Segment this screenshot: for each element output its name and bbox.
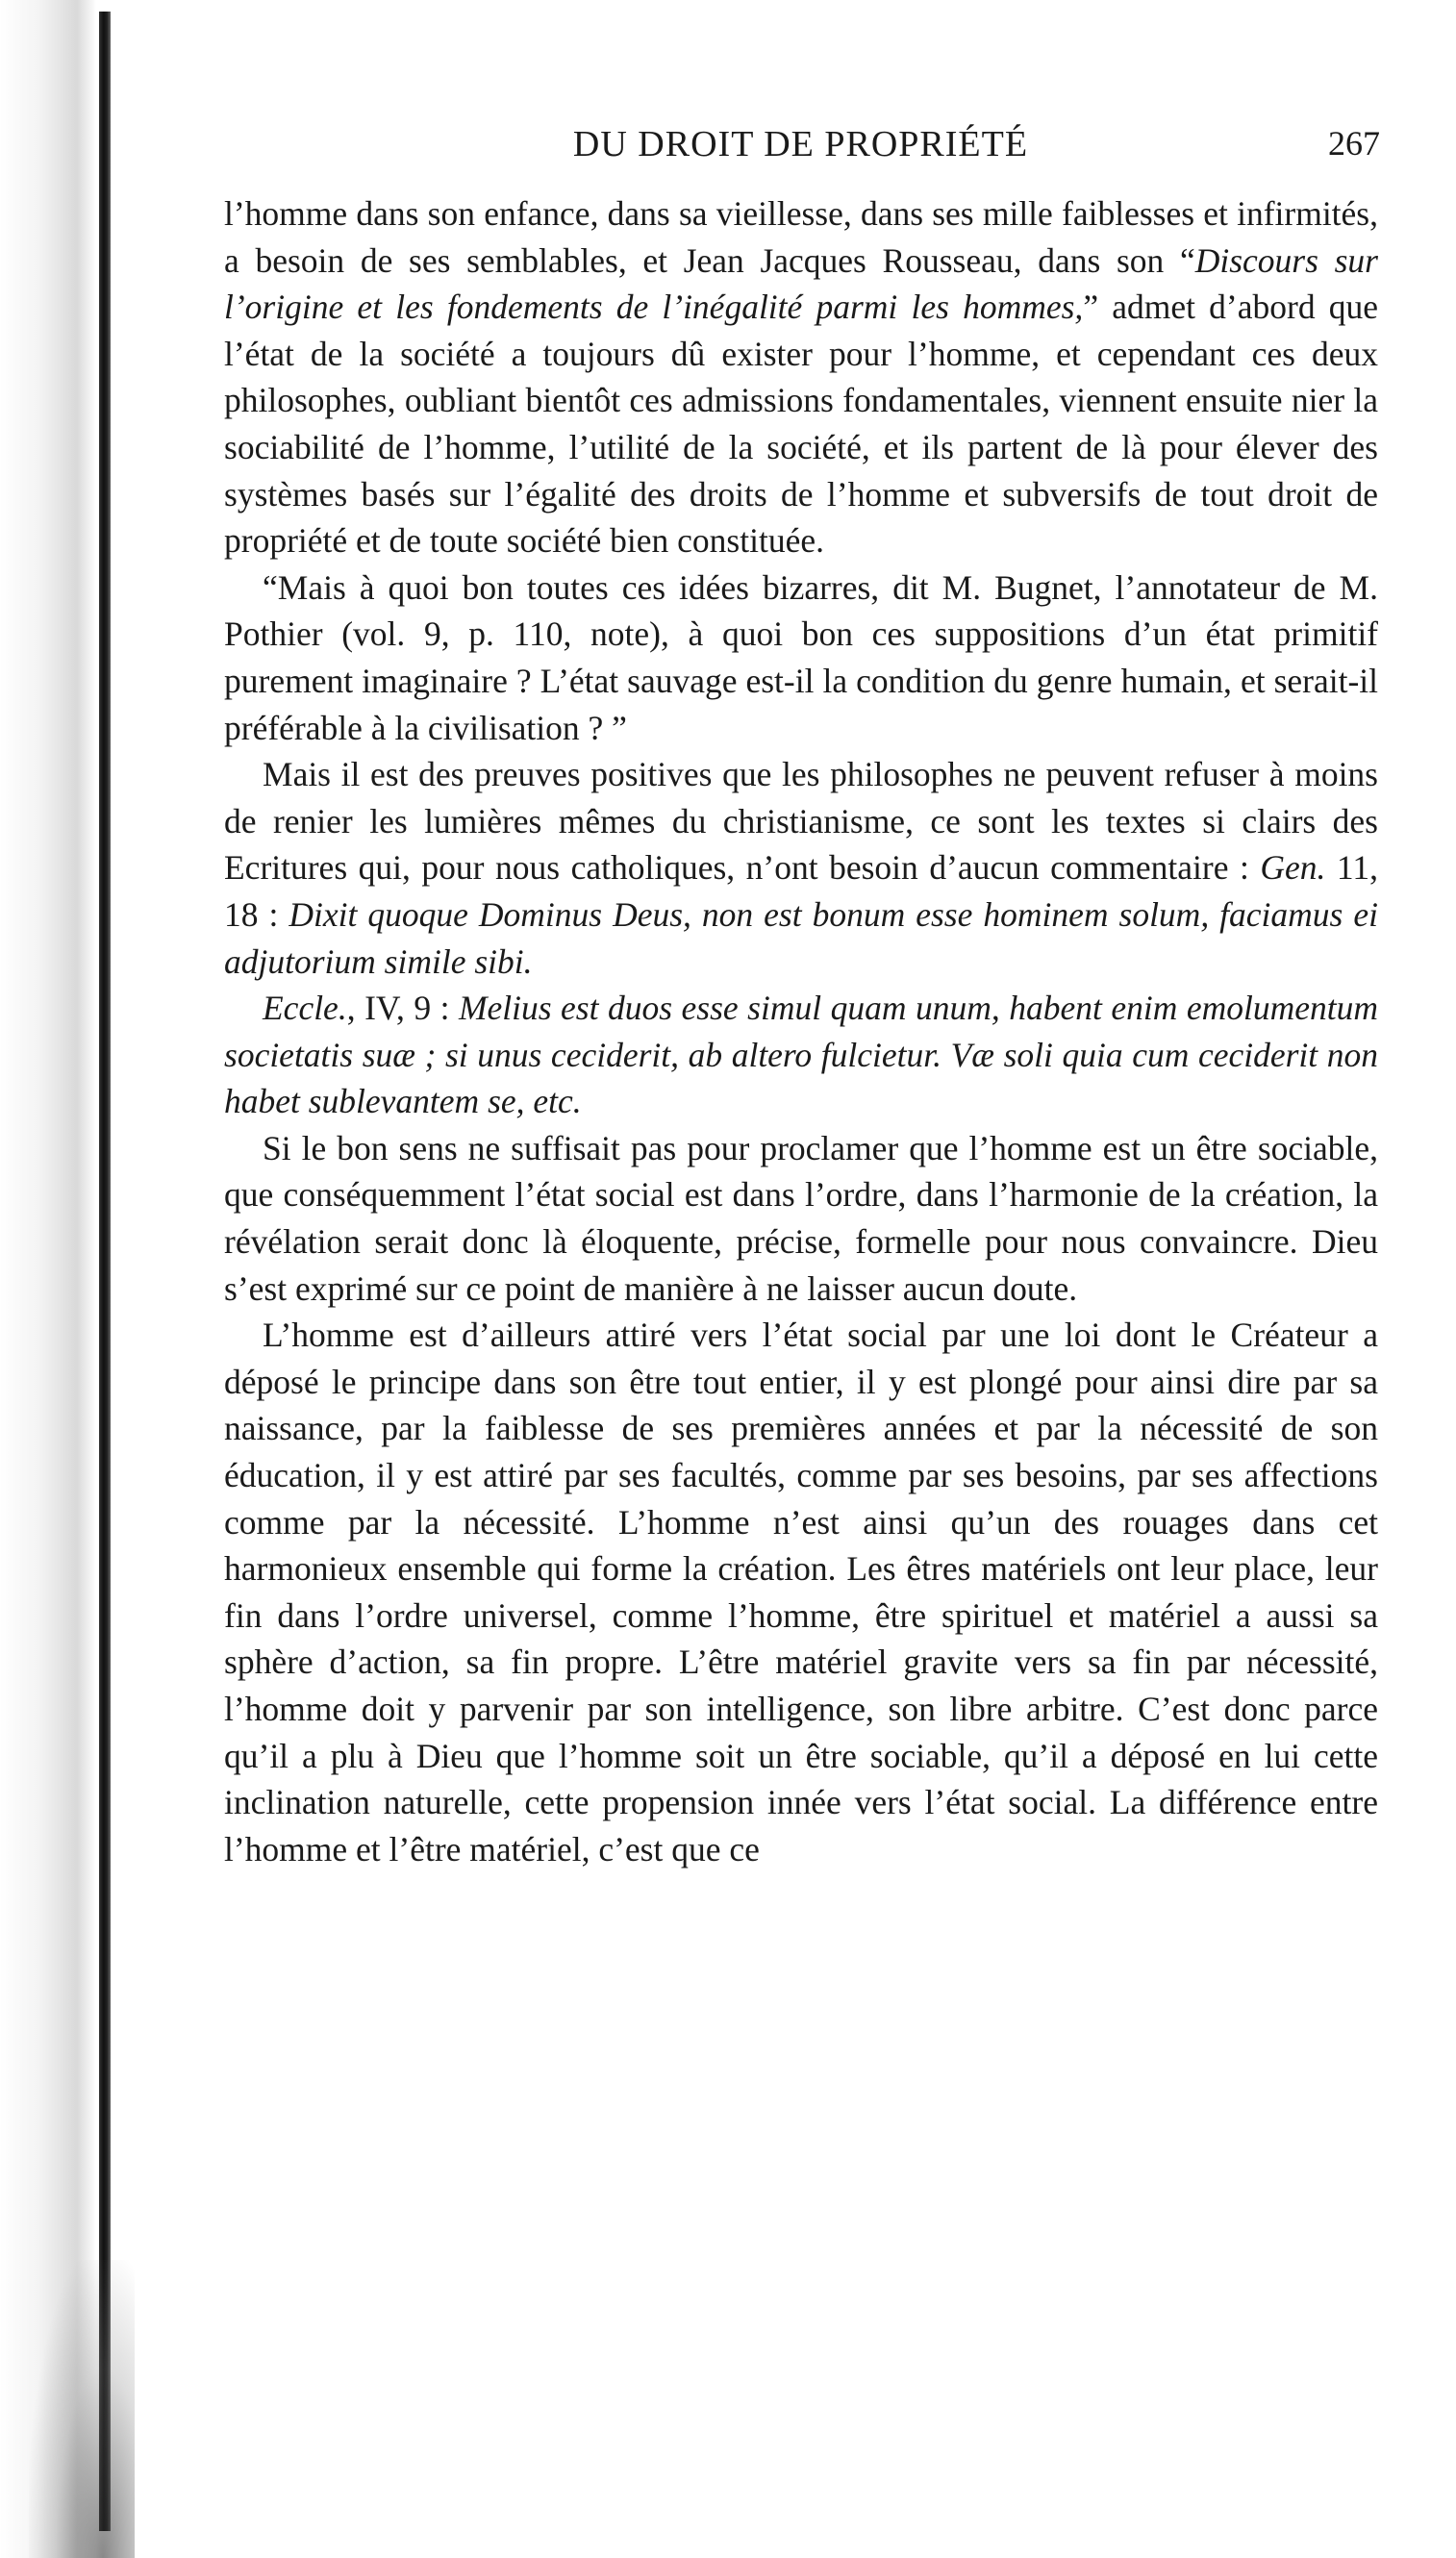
paragraph [224,751,1378,985]
text-segment: “Mais à quoi bon toutes ces idées bizarres, dit M. Bugnet, l’annotateur de M. Pothier (vol. 9, p. 110, note), à quoi bon ces suppositions d’un état primitif purement imaginaire ? L’état sauvage est-il la condition du genre humain, et serait-il préférable à la civilisation ? ” [224,567,1378,747]
running-title: DU DROIT DE PROPRIÉTÉ [572,124,1029,164]
paragraph [224,564,1378,751]
paragraph [224,985,1378,1125]
scan-corner-shadow [29,2260,135,2558]
body-text [224,190,1378,1872]
paragraph [224,1312,1378,1872]
italic-text-segment: Eccle. [263,989,347,1028]
page-header [221,123,1380,171]
italic-text-segment: Gen. [1260,848,1326,888]
text-segment: Mais il est des preuves positives que les philosophes ne peuvent refuser à moins de renier les lumières mêmes du christianisme, ce sont les textes si clairs des Ecritures qui, pour nous catholiques, n’ont besoin d’aucun commentaire : [224,755,1378,888]
text-segment: Si le bon sens ne suffisait pas pour proclamer que l’homme est un être sociable, que conséquemment l’état social est dans l’ordre, dans l’harmonie de la création, la révélation serait donc là éloquente, précise, formelle pour nous convaincre. Dieu s’est exprimé sur ce point de manière à ne laisser aucun doute. [224,1128,1378,1308]
italic-text-segment: Melius est duos esse simul quam unum, habent enim emolumentum societatis suæ ; si unus ceciderit, ab altero fulcietur. Væ soli quia cum ceciderit non habet sublevantem se, etc. [224,989,1379,1121]
text-segment: L’homme est d’ailleurs attiré vers l’état social par une loi dont le Créateur a déposé le principe dans son être tout entier, il y est plongé pour ainsi dire par sa naissance, par la faiblesse de ses premières années et par la nécessité de son éducation, il y est attiré par ses facultés, comme par ses besoins, par ses affections comme par la nécessité. L’homme n’est ainsi qu’un des rouages dans cet harmonieux ensemble qui forme la création. Les êtres matériels ont leur place, leur fin dans l’ordre universel, comme l’homme, être spirituel et matériel a aussi sa sphère d’action, sa fin propre. L’être matériel gravite vers sa fin par nécessité, l’homme doit y parvenir par son intelligence, son libre arbitre. C’est donc parce qu’il a plu à Dieu que l’homme soit un être sociable, qu’il a déposé en lui cette inclination naturelle, cette propension innée vers l’état social. La différence entre l’homme et l’être matériel, c’est que ce [224,1316,1378,1868]
paragraph [224,190,1378,564]
italic-text-segment: Discours sur l’origine et les fondements de l’inégalité parmi les hommes, [224,240,1378,327]
binding-gutter-shadow [99,12,111,2531]
text-segment: , IV, 9 : [346,989,459,1028]
text-segment: ” admet d’abord que l’état de la société a toujours dû exister pour l’homme, et cependant ces deux philosophes, oubliant bientôt ces admissions fondamentales, viennent ensuite nier la sociabilité de l’homme, l’utilité de la société, et ils partent de là pour élever des systèmes basés sur l’égalité des droits de l’homme et subversifs de tout droit de propriété et de toute société bien constituée. [224,288,1379,561]
paragraph [224,1125,1378,1312]
text-segment: 11, 18 : [224,848,1378,934]
italic-text-segment: Dixit quoque Dominus Deus, non est bonum esse hominem solum, faciamus ei adjutorium simile sibi. [224,894,1378,981]
text-segment: l’homme dans son enfance, dans sa vieillesse, dans ses mille faiblesses et infirmités, a besoin de ses semblables, et Jean Jacques Rousseau, dans son “ [224,194,1378,280]
page-number: 267 [1328,124,1380,163]
